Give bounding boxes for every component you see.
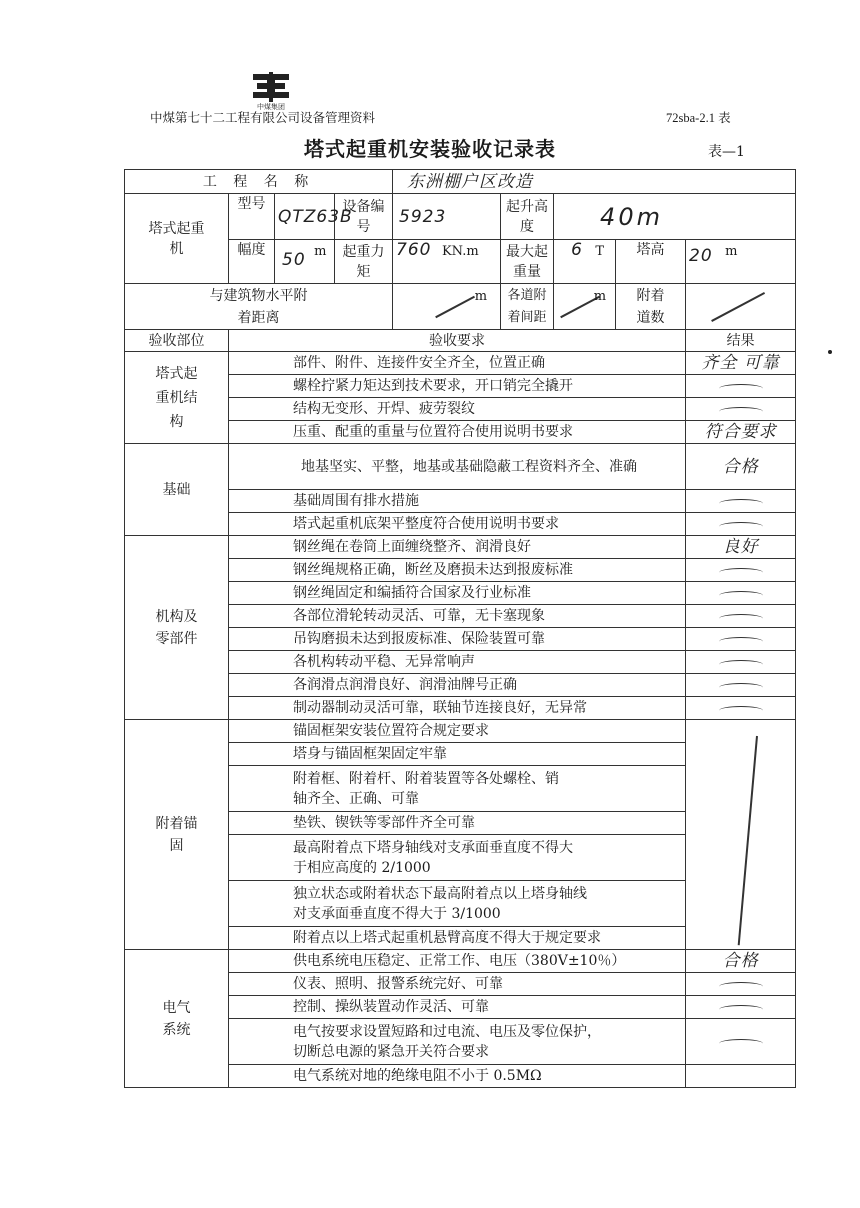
logo-text: 中煤集团 [257,103,285,111]
bldg-dist-unit: m [474,289,488,304]
bldg-dist-label: 与建筑物水平附着距离 [125,284,393,330]
max-load-label: 最大起重量 [501,240,554,284]
result-cell [686,605,796,628]
requirement-row: 附着框、附着杆、附着装置等各处螺栓、销轴齐全、正确、可靠 [229,766,686,812]
bldg-dist-cell [393,284,501,330]
attach-spacing-cell [554,284,616,330]
tower-height-unit: m [725,244,738,259]
ditto-mark [719,614,763,623]
result-cell [686,674,796,697]
requirement-row: 供电系统电压稳定、正常工作、电压（380V±10％） [229,950,686,973]
form-number: 72sba-2.1 表 [666,111,731,125]
attach-spacing-label: 各道附着间距 [501,284,554,330]
ditto-mark [719,1039,763,1048]
result-cell [686,582,796,605]
model-value: QTZ63B [275,194,335,240]
crane-label: 塔式起重机 [125,194,229,284]
col-part-header: 验收部位 [125,330,229,352]
result-cell [686,973,796,996]
company-name: 中煤第七十二工程有限公司设备管理资料 [150,110,376,125]
requirement-row: 塔式起重机底架平整度符合使用说明书要求 [229,513,686,536]
result-cell [686,490,796,513]
model-label: 型号 [229,194,275,240]
lift-height-value: 40m [554,194,796,240]
tower-height-value: 20 [689,246,713,266]
blank-slash-mark [711,292,765,322]
equip-no-value: 5923 [393,194,501,240]
max-load-unit: T [595,244,605,259]
attach-count-label: 附着道数 [616,284,686,330]
requirement-row: 附着点以上塔式起重机悬臂高度不得大于规定要求 [229,927,686,950]
result-cell [686,375,796,398]
requirement-row: 螺栓拧紧力矩达到技术要求，开口销完全撬开 [229,375,686,398]
span-value: 50 [282,250,306,270]
section-anchoring: 附着锚固 [125,720,229,950]
tower-height-cell [686,240,796,284]
requirement-row: 地基坚实、平整，地基或基础隐蔽工程资料齐全、准确 [229,444,686,490]
requirement-row: 各润滑点润滑良好、润滑油牌号正确 [229,674,686,697]
requirement-row: 基础周围有排水措施 [229,490,686,513]
tower-height-label: 塔高 [616,240,686,284]
requirement-row: 结构无变形、开焊、疲劳裂纹 [229,398,686,421]
ditto-mark [719,982,763,991]
margin-dot [828,350,832,354]
result-cell [686,398,796,421]
max-load-value: 6 [571,240,583,260]
ditto-mark [719,660,763,669]
col-result-header: 结果 [686,330,796,352]
requirement-row: 锚固框架安装位置符合规定要求 [229,720,686,743]
equip-no-label: 设备编号 [335,194,393,240]
result-cell [686,697,796,720]
ditto-mark [719,683,763,692]
ditto-mark [719,706,763,715]
ditto-mark [719,499,763,508]
requirement-row: 仪表、照明、报警系统完好、可靠 [229,973,686,996]
ditto-mark [719,568,763,577]
span-cell [275,240,335,284]
requirement-row: 垫铁、锲铁等零部件齐全可靠 [229,812,686,835]
requirement-row: 各机构转动平稳、无异常响声 [229,651,686,674]
section-electrical: 电气系统 [125,950,229,1088]
requirement-row: 电气系统对地的绝缘电阻不小于 0.5MΩ [229,1065,686,1088]
requirement-row: 制动器制动灵活可靠，联轴节连接良好，无异常 [229,697,686,720]
result-cell [686,1065,796,1088]
span-unit: m [314,244,327,259]
requirement-row: 电气按要求设置短路和过电流、电压及零位保护，切断总电源的紧急开关符合要求 [229,1019,686,1065]
project-value: 东洲棚户区改造 [393,170,796,194]
page-title: 塔式起重机安装验收记录表 [304,137,556,161]
result-cell: 合格 [686,950,796,973]
max-load-cell [554,240,616,284]
result-cell: 良好 [686,536,796,559]
requirement-row: 钢丝绳规格正确，断丝及磨损未达到报废标准 [229,559,686,582]
requirement-row: 最高附着点下塔身轴线对支承面垂直度不得大于相应高度的 2/1000 [229,835,686,881]
requirement-row: 部件、附件、连接件安全齐全，位置正确 [229,352,686,375]
section-foundation: 基础 [125,444,229,536]
requirement-row: 塔身与锚固框架固定牢靠 [229,743,686,766]
ditto-mark [719,1005,763,1014]
result-cell [686,559,796,582]
requirement-row: 钢丝绳在卷筒上面缠绕整齐、润滑良好 [229,536,686,559]
moment-cell [393,240,501,284]
result-cell [686,651,796,674]
ditto-mark [719,637,763,646]
ditto-mark [719,522,763,531]
table-number: 表—1 [708,144,745,160]
attach-count-cell [686,284,796,330]
blank-slash-mark [435,296,475,318]
moment-label: 起重力矩 [335,240,393,284]
inspection-table [124,169,796,1088]
lift-height-label: 起升高度 [501,194,554,240]
moment-value: 760 [396,240,432,260]
result-cell [686,628,796,651]
attach-spacing-unit: m [593,289,607,304]
company-logo [247,70,295,110]
requirement-row: 控制、操纵装置动作灵活、可靠 [229,996,686,1019]
result-cell: 齐全 可靠 [686,352,796,375]
requirement-row: 压重、配重的重量与位置符合使用说明书要求 [229,421,686,444]
section-structure: 塔式起重机结构 [125,352,229,444]
requirement-row: 钢丝绳固定和编插符合国家及行业标准 [229,582,686,605]
col-requirement-header: 验收要求 [229,330,686,352]
ditto-mark [719,407,763,416]
span-label: 幅度 [229,240,275,284]
requirement-row: 吊钩磨损未达到报废标准、保险装置可靠 [229,628,686,651]
requirement-row: 独立状态或附着状态下最高附着点以上塔身轴线对支承面垂直度不得大于 3/1000 [229,881,686,927]
result-cell [686,1019,796,1065]
section-mechanisms: 机构及零部件 [125,536,229,720]
ditto-mark [719,384,763,393]
requirement-row: 各部位滑轮转动灵活、可靠，无卡塞现象 [229,605,686,628]
result-cell: 合格 [686,444,796,490]
ditto-mark [719,591,763,600]
project-label: 工 程 名 称 [125,170,393,194]
result-cell: 符合要求 [686,421,796,444]
result-cell [686,513,796,536]
moment-unit: KN.m [441,244,479,259]
result-cell [686,996,796,1019]
